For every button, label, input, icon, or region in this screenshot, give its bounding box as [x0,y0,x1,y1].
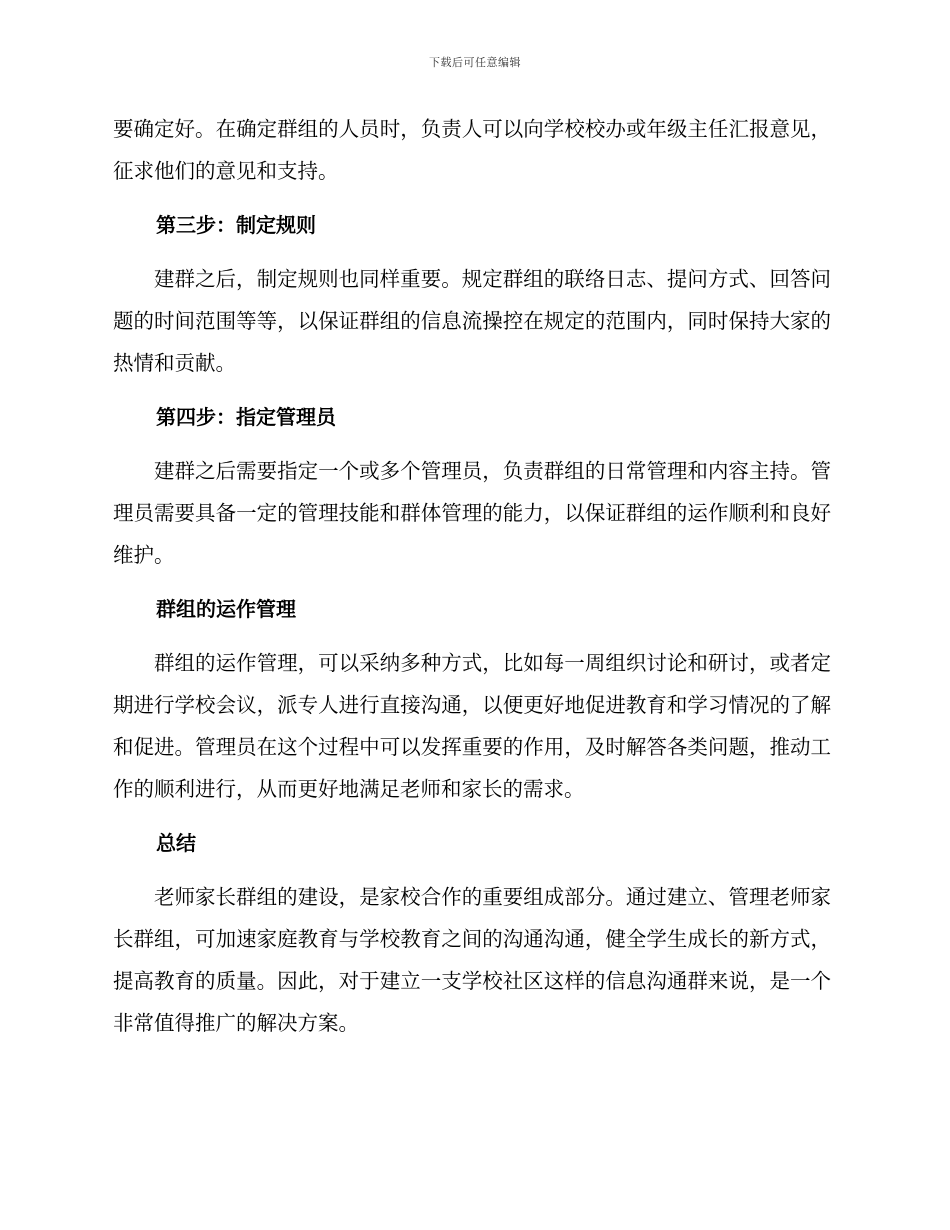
page-header: 下载后可任意编辑 [429,56,521,69]
summary-paragraph: 老师家长群组的建设，是家校合作的重要组成部分。通过建立、管理老师家长群组，可加速家庭教育与学校教育之间的沟通沟通，健全学生成长的新方式，提高教育的质量。因此，对于建立一支学校社区这样的信息沟通群来说，是一个非常值得推广的解决方案。 [113,885,831,1035]
step4-heading: 第四步：指定管理员 [156,405,336,429]
operations-paragraph: 群组的运作管理，可以采纳多种方式，比如每一周组织讨论和研讨，或者定期进行学校会议，派专人进行直接沟通，以便更好地促进教育和学习情况的了解和促进。管理员在这个过程中可以发挥重要的作用，及时解答各类问题，推动工作的顺利进行，从而更好地满足老师和家长的需求。 [113,651,831,801]
document-body [113,108,831,1056]
summary-heading: 总结 [156,831,196,855]
step3-heading: 第三步：制定规则 [156,213,316,237]
operations-heading: 群组的运作管理 [156,597,296,621]
step4-paragraph: 建群之后需要指定一个或多个管理员，负责群组的日常管理和内容主持。管理员需要具备一定的管理技能和群体管理的能力，以保证群组的运作顺利和良好维护。 [113,459,831,567]
intro-continuation-paragraph: 要确定好。在确定群组的人员时，负责人可以向学校校办或年级主任汇报意见，征求他们的意见和支持。 [113,117,831,183]
step3-paragraph: 建群之后，制定规则也同样重要。规定群组的联络日志、提问方式、回答问题的时间范围等等，以保证群组的信息流操控在规定的范围内，同时保持大家的热情和贡献。 [113,267,831,375]
